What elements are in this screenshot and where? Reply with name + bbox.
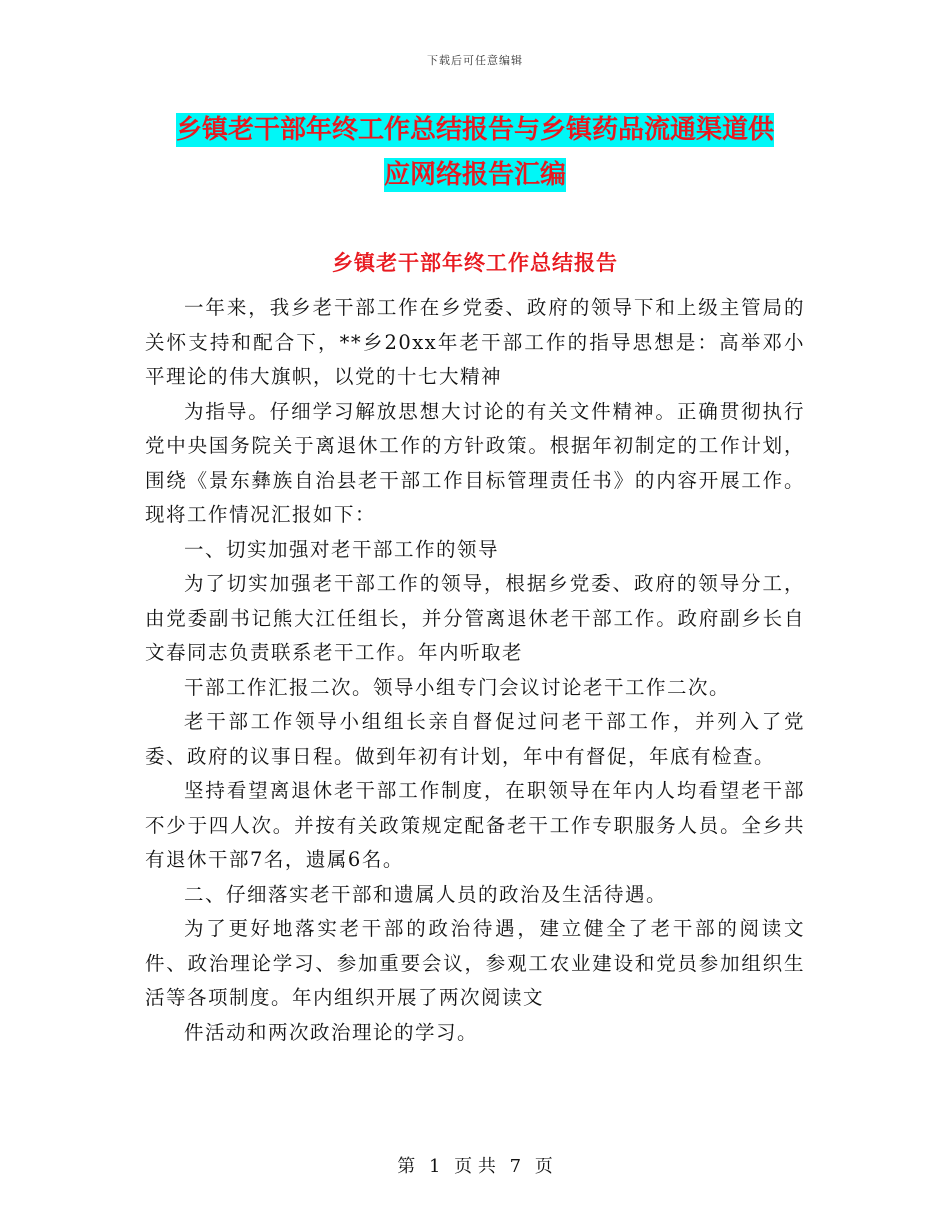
body-text (145, 291, 805, 1050)
page-footer (0, 1152, 950, 1178)
section-title: 乡镇老干部年终工作总结报告 (332, 250, 618, 275)
footer-total-pages: 7 (509, 1156, 522, 1177)
heading-paragraph: 二、仔细落实老干部和遗属人员的政治及生活待遇。 (184, 882, 668, 906)
header-note: 下载后可任意编辑 (427, 54, 523, 67)
document-title (140, 108, 810, 198)
title-line-2: 应网络报告汇编 (383, 160, 566, 190)
footer-suffix: 页 (534, 1156, 553, 1177)
footer-page-number: 1 (428, 1156, 441, 1177)
footer-prefix: 第 (397, 1156, 416, 1177)
title-line-1: 乡镇老干部年终工作总结报告与乡镇药品流通渠道供 (175, 115, 774, 145)
paragraph: 老干部工作领导小组组长亲自督促过问老干部工作，并列入了党委、政府的议事日程。做到年初有计划，年中有督促，年底有检查。 (145, 710, 805, 768)
heading-paragraph: 一、切实加强对老干部工作的领导 (184, 537, 500, 561)
footer-middle: 页 共 (454, 1156, 496, 1177)
paragraph: 为了更好地落实老干部的政治待遇，建立健全了老干部的阅读文件、政治理论学习、参加重要会议，参观工农业建设和党员参加组织生活等各项制度。年内组织开展了两次阅读文 (145, 917, 805, 1009)
paragraph: 干部工作汇报二次。领导小组专门会议讨论老干工作二次。 (184, 675, 731, 699)
paragraph: 坚持看望离退休老干部工作制度，在职领导在年内人均看望老干部不少于四人次。并按有关政策规定配备老干工作专职服务人员。全乡共有退休干部7名，遗属6名。 (145, 779, 805, 871)
paragraph: 件活动和两次政治理论的学习。 (184, 1020, 479, 1044)
paragraph: 为指导。仔细学习解放思想大讨论的有关文件精神。正确贯彻执行党中央国务院关于离退休工作的方针政策。根据年初制定的工作计划，围绕《景东彝族自治县老干部工作目标管理责任书》的内容开展工作。现将工作情况汇报如下： (145, 399, 805, 526)
paragraph: 一年来，我乡老干部工作在乡党委、政府的领导下和上级主管局的关怀支持和配合下，**乡20xx年老干部工作的指导思想是：高举邓小平理论的伟大旗帜，以党的十七大精神 (145, 296, 805, 388)
paragraph: 为了切实加强老干部工作的领导，根据乡党委、政府的领导分工，由党委副书记熊大江任组长，并分管离退休老干部工作。政府副乡长自文春同志负责联系老干工作。年内听取老 (145, 572, 805, 664)
